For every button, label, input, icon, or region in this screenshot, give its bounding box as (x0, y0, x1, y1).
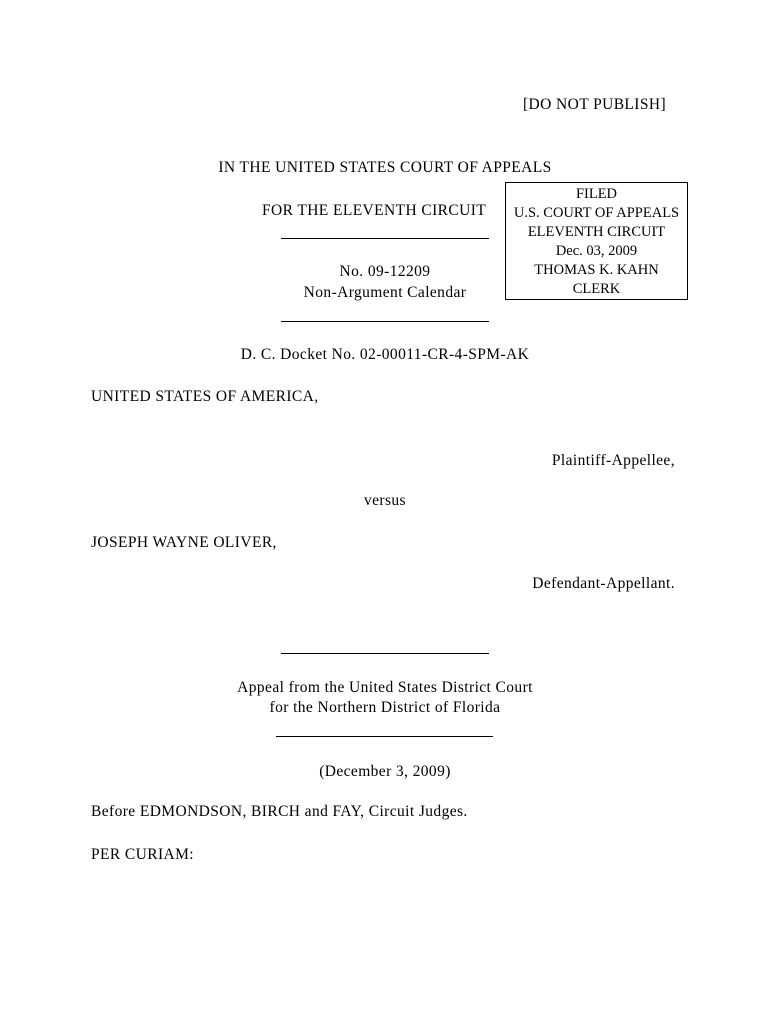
publish-notice: [DO NOT PUBLISH] (523, 96, 667, 113)
plaintiff-role: Plaintiff-Appellee, (551, 452, 675, 469)
separator-rule (281, 321, 489, 322)
case-number: No. 09-12209 (339, 263, 431, 280)
plaintiff-name: UNITED STATES OF AMERICA, (91, 388, 319, 405)
filed-date: Dec. 03, 2009 (555, 243, 638, 259)
separator-rule (281, 238, 489, 239)
defendant-role: Defendant-Appellant. (532, 575, 675, 592)
filed-circuit: ELEVENTH CIRCUIT (527, 224, 666, 240)
clerk-title: CLERK (572, 281, 621, 297)
separator-rule (281, 653, 489, 654)
separator-rule (276, 736, 493, 737)
filed-label: FILED (575, 186, 618, 202)
decision-date: (December 3, 2009) (319, 763, 451, 780)
appeal-district: for the Northern District of Florida (269, 699, 501, 716)
versus-text: versus (363, 492, 406, 509)
filed-stamp (505, 182, 688, 300)
circuit-name: FOR THE ELEVENTH CIRCUIT (262, 202, 487, 219)
docket-number: D. C. Docket No. 02-00011-CR-4-SPM-AK (240, 346, 530, 363)
calendar-type: Non-Argument Calendar (303, 284, 467, 301)
clerk-name: THOMAS K. KAHN (534, 262, 659, 278)
defendant-name: JOSEPH WAYNE OLIVER, (91, 534, 277, 551)
filed-court: U.S. COURT OF APPEALS (513, 205, 680, 221)
panel-judges: Before EDMONDSON, BIRCH and FAY, Circuit Judges. (91, 803, 468, 820)
court-name: IN THE UNITED STATES COURT OF APPEALS (218, 159, 552, 176)
per-curiam: PER CURIAM: (91, 846, 195, 863)
appeal-from: Appeal from the United States District Court (237, 679, 533, 696)
